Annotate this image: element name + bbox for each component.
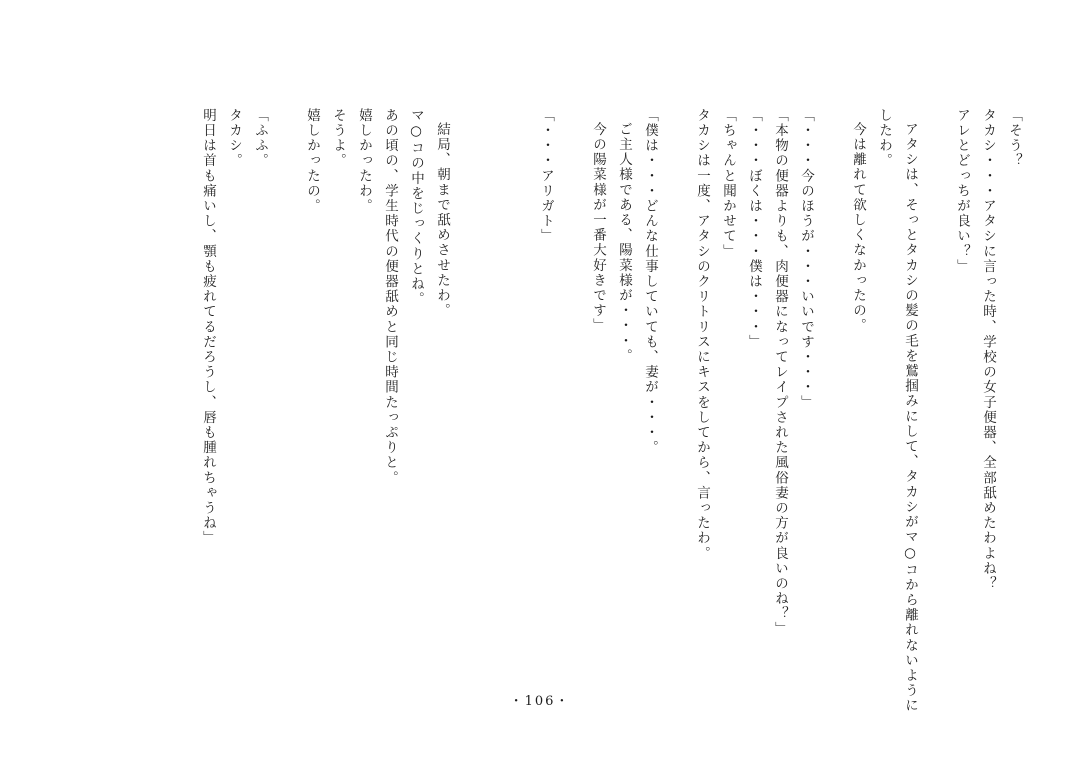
text-column: タカシは一度、アタシのクリトリスにキスをしてから、言ったわ。: [694, 108, 710, 561]
text-column: 結局、朝まで舐めさせたわ。: [434, 122, 450, 319]
text-column: 「僕は・・・どんな仕事していても、妻が・・・。: [642, 108, 658, 456]
text-column: 嬉しかったの。: [304, 108, 320, 214]
text-column: 「ちゃんと聞かせて」: [720, 108, 736, 259]
text-column: 今の陽菜様が一番大好きです」: [590, 122, 606, 334]
text-column: 嬉しかったわ。: [356, 108, 372, 214]
text-column: 今は離れて欲しくなかったの。: [850, 122, 866, 334]
text-column: アレとどっちが良い？」: [954, 108, 970, 275]
text-column: アタシは、そっとタカシの髪の毛を鷲掴みにして、タカシがマ○コから離れないように: [902, 122, 918, 714]
page-number: ・106・: [509, 694, 571, 709]
text-column: 「・・・今のほうが・・・いいです・・・」: [798, 108, 814, 410]
text-column: あの頃の、学生時代の便器舐めと同じ時間たっぷりと。: [382, 108, 398, 486]
text-column: ご主人様である、陽菜様が・・・。: [616, 122, 632, 364]
text-column: タカシ。: [226, 108, 242, 169]
text-column: マ○コの中をじっくりとね。: [408, 108, 424, 307]
text-column: 「ふふ。: [252, 108, 268, 169]
text-column: 「本物の便器よりも、肉便器になってレイプされた風俗妻の方が良いのね？」: [772, 108, 788, 637]
text-column: タカシ・・・アタシに言った時、学校の女子便器、全部舐めたわよね？: [980, 108, 996, 592]
text-column: 明日は首も痛いし、顎も疲れてるだろうし、唇も腫れちゃうね」: [200, 108, 216, 546]
text-column: 「そう？: [1006, 108, 1022, 169]
text-column: したわ。: [876, 108, 892, 169]
text-column: そうよ。: [330, 108, 346, 169]
text-column: 「・・・アリガト」: [538, 108, 554, 244]
text-column: 「・・・ぼくは・・・僕は・・・」: [746, 108, 762, 350]
